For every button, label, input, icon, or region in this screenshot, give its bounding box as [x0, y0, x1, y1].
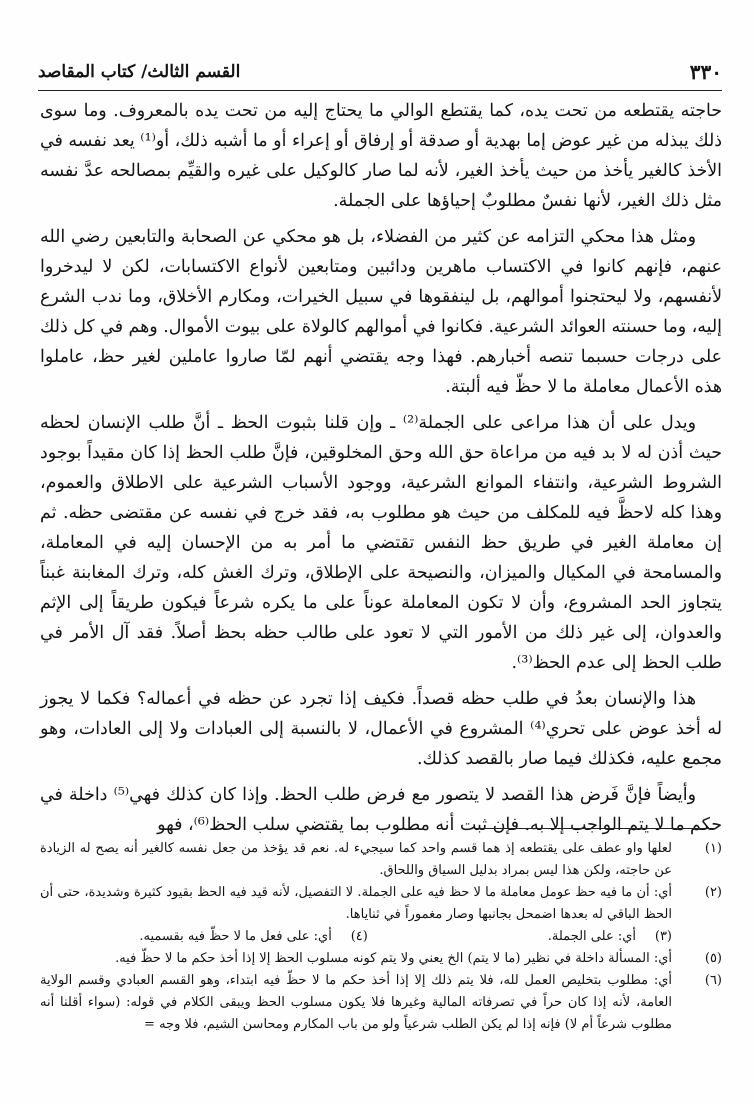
paragraph: ويدل على أن هذا مراعى على الجملة⁽²⁾ ـ وإن قلنا بثبوت الحظ ـ أنَّ طلب الإنسان لحظه حيث أذن له لا بد فيه من مراعاة حق الله وحق المخلوقين، فإنَّ طلب الحظ إذا كان مقيداً بوجود الشروط الشرعية، وانتفاء الموانع الشرعية، ووجود الأسباب الشرعية على الاطلاق والعموم، وهذا كله لاحظَّ فيه للمكلف من حيث هو مطلوب به، فقد خرج في نفسه عن مقتضى حظه. ثم إن معاملة الغير في طريق حظ النفس تقتضي ما أمر به من الإحسان إليه في المعاملة، والمسامحة في المكيال والميزان، والنصيحة على الإطلاق، وترك الغش كله، وترك المغابنة غبناً يتجاوز الحد المشروع، وأن لا تكون المعاملة عوناً على ما يكره شرعاً فيكون طريقاً إلى الإثم والعدوان، إلى غير ذلك من الأمور التي لا تعود على طالب حظه بحظ أصلاً. فقد آل الأمر في طلب الحظ إلى عدم الحظ⁽³⁾. — [40, 413, 722, 673]
page-number: ٣٣٠ — [689, 60, 722, 84]
footnote — [40, 970, 722, 1036]
main-text — [40, 96, 722, 846]
footnote-text: أي: المسألة داخلة في نظير (ما لا يتم) الخ يعني ولا يتم كونه مسلوب الحظ إلا إذا أخذ حكم ما لا حظّ فيه. — [115, 951, 672, 966]
footnote-number: (٢) — [704, 885, 722, 900]
footnote — [40, 882, 722, 926]
page-header — [38, 60, 722, 91]
footnote-text: لعلها واو عطف على يقتطعه إذ هما قسم واحد كما سيجيء له. نعم قد يؤخذ من جعل نفسه كالغير أنه يصح له الزيادة عن حاجته، ولكن هذا ليس بمراد بدليل السياق واللحاق. — [40, 841, 672, 878]
running-title: القسم الثالث/ كتاب المقاصد — [38, 62, 241, 82]
footnote-number: (٣) — [654, 929, 672, 944]
footnote-text: أي: على فعل ما لا حظّ فيه بقسميه. — [139, 929, 332, 944]
footnote — [372, 926, 672, 948]
footnote-row — [40, 926, 722, 948]
footnote-number: (٦) — [704, 973, 722, 988]
paragraph: وأيضاً فإنَّ فَرض هذا القصد لا يتصور مع فرض طلب الحظ. وإذا كان كذلك فهي⁽⁵⁾ داخلة في حكم ما لا يتم الواجب إلا به. فإن ثبت أنه مطلوب بما يقتضي سلب الحظ⁽⁶⁾، فهو — [40, 785, 722, 835]
paragraph: حاجته يقتطعه من تحت يده، كما يقتطع الوالي ما يحتاج إليه من تحت يده بالمعروف. وما سوى ذلك يبذله من غير عوض إما بهدية أو صدقة أو إرفاق أو إعراء أو ما أشبه ذلك، أو⁽¹⁾ يعد نفسه في الأخذ كالغير يأخذ من حيث يأخذ الغير، لأنه لما صار كالوكيل على غيره والقيِّم بمصالحه عدَّ نفسه مثل ذلك الغير، لأنها نفسٌ مطلوبٌ إحياؤها على الجملة. — [40, 101, 722, 211]
footnote-number: (١) — [704, 841, 722, 856]
footnotes — [40, 838, 722, 1036]
footnote — [40, 948, 722, 970]
footnote-text: أي: على الجملة. — [547, 929, 636, 944]
paragraph: ومثل هذا محكي التزامه عن كثير من الفضلاء، بل هو محكي عن الصحابة والتابعين رضي الله عنهم، فإنهم كانوا في الاكتساب ماهرين ودائبين ومتابعين لأنواع الاكتسابات، لكن لا ليدخروا لأنفسهم، ولا ليحتجنوا أموالهم، بل لينفقوها في سبيل الخيرات، ومكارم الأخلاق، وما ندب الشرع إليه، وما حسنته العوائد الشرعية. فكانوا في أموالهم كالولاة على بيوت الأموال. وهم في كل ذلك على درجات حسبما تنصه أخبارهم. فهذا وجه يقتضي أنهم لمّا صاروا عاملين لغير حظ، عاملوا هذه الأعمال معاملة ما لا حظّ فيه ألبتة. — [40, 227, 722, 397]
footnote-divider — [476, 828, 716, 829]
footnote-text: أي: مطلوب بتخليص العمل لله، فلا يتم ذلك إلا إذا أخذ حكم ما لا حظّ فيه ابتداء، وهو القسم العبادي وقسم الولاية العامة، لأنه إذا كان حراً في تصرفاته المالية وغيرها فلا يكون مسلوب الحظ ويبقى الكلام في قوله: (سواء أقلنا أنه مطلوب شرعاً أم لا) فإنه إذا لم يكن الطلب شرعياً ولو من باب المكارم ومحاسن الشيم، فلا وجه = — [40, 973, 672, 1032]
footnote-number: (٥) — [704, 951, 722, 966]
footnote-text: أي: أن ما فيه حظ عومل معاملة ما لا حظ فيه على الجملة. لا التفصيل، لأنه قيد فيه الحظ بقيود كثيرة وشديدة، حتى أن الحظ الباقي له بعدها اضمحل بجانبها وصار مغموراً في ثناياها. — [40, 885, 672, 922]
footnote-number: (٤) — [350, 929, 368, 944]
footnote — [40, 838, 722, 882]
footnote — [68, 926, 368, 948]
paragraph: هذا والإنسان بعدُ في طلب حظه قصداً. فكيف إذا تجرد عن حظه في أعماله؟ فكما لا يجوز له أخذ عوض على تحري⁽⁴⁾ المشروع في الأعمال، لا بالنسبة إلى العبادات ولا إلى العادات، وهو مجمع عليه، فكذلك فيما صار بالقصد كذلك. — [40, 689, 722, 769]
